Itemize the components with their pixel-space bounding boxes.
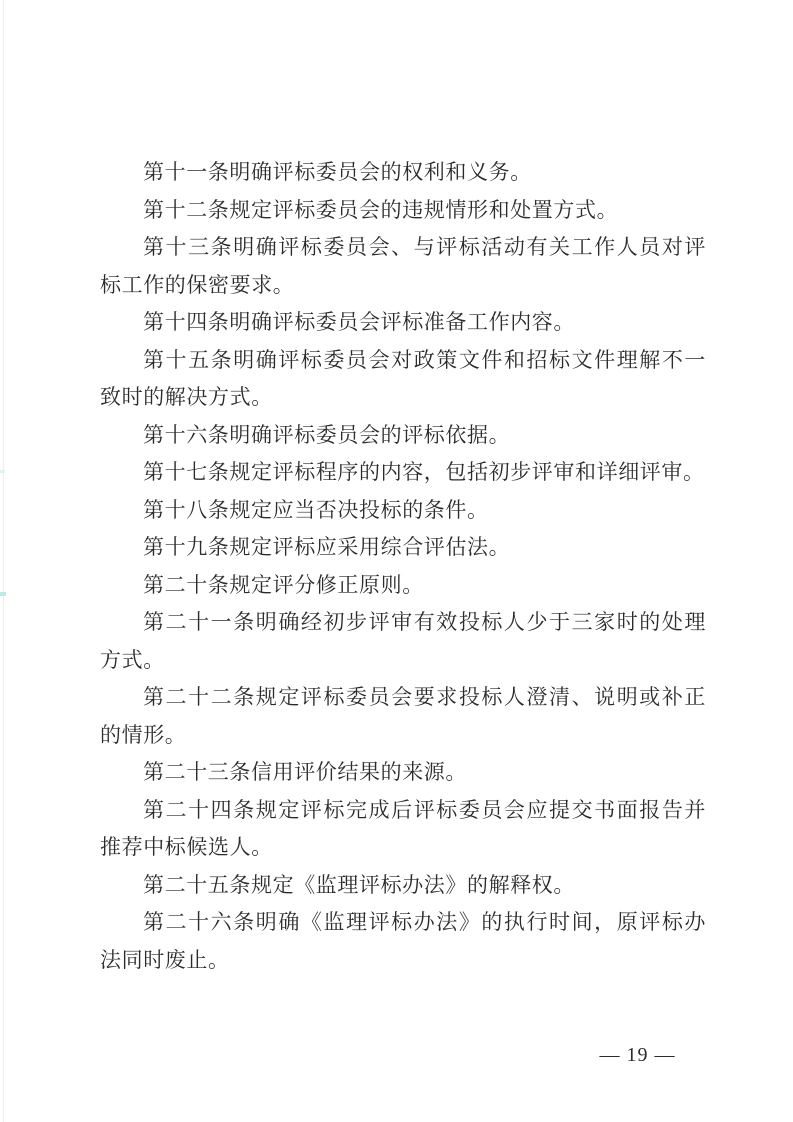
doc-line: 第十一条明确评标委员会的权利和义务。 xyxy=(143,160,532,184)
doc-line: 第十二条规定评标委员会的违规情形和处置方式。 xyxy=(143,197,619,222)
doc-line: 第二十二条规定评标委员会要求投标人澄清、说明或补正 xyxy=(143,685,706,709)
doc-line: 第十四条明确评标委员会评标准备工作内容。 xyxy=(143,310,575,334)
doc-line: 推荐中标候选人。 xyxy=(100,835,273,859)
doc-line: 第十九条规定评标应采用综合评估法。 xyxy=(143,535,511,559)
doc-line: 第十三条明确评标委员会、与评标活动有关工作人员对评 xyxy=(143,235,706,259)
paragraph-article-17 xyxy=(100,454,706,492)
doc-line: 第十六条明确评标委员会的评标依据。 xyxy=(143,422,511,447)
paragraph-article-13 xyxy=(100,229,706,304)
paragraph-article-25 xyxy=(100,867,706,905)
paragraph-article-16 xyxy=(100,417,706,455)
paragraph-article-23 xyxy=(100,754,706,792)
paragraph-article-19 xyxy=(100,529,706,567)
paragraph-article-20 xyxy=(100,567,706,605)
paragraph-article-21 xyxy=(100,604,706,679)
doc-line: 第二十六条明确《监理评标办法》的执行时间，原评标办 xyxy=(143,910,706,934)
paragraph-article-11 xyxy=(100,154,706,192)
doc-line: 标工作的保密要求。 xyxy=(100,272,295,297)
paragraph-article-22 xyxy=(100,679,706,754)
doc-line: 第十七条规定评标程序的内容，包括初步评审和详细评审。 xyxy=(143,460,705,484)
paragraph-article-18 xyxy=(100,492,706,530)
doc-line: 第十八条规定应当否决投标的条件。 xyxy=(143,497,489,522)
doc-line: 第二十条规定评分修正原则。 xyxy=(143,572,424,597)
paragraph-article-24 xyxy=(100,792,706,867)
doc-line: 第二十三条信用评价结果的来源。 xyxy=(143,760,467,784)
scan-artifact-mark-2 xyxy=(0,592,6,596)
doc-line: 第十五条明确评标委员会对政策文件和招标文件理解不一 xyxy=(143,347,706,372)
doc-line: 第二十四条规定评标完成后评标委员会应提交书面报告并 xyxy=(143,797,706,822)
page-number: — 19 — xyxy=(599,1044,676,1066)
scan-artifact-mark-1 xyxy=(0,470,5,473)
paragraph-article-15 xyxy=(100,342,706,417)
text-block xyxy=(100,154,706,979)
scan-artifact-line xyxy=(3,0,4,1122)
doc-line: 的情形。 xyxy=(100,722,187,747)
doc-line: 第二十五条规定《监理评标办法》的解释权。 xyxy=(143,872,575,897)
paragraph-article-26 xyxy=(100,904,706,979)
doc-line: 第二十一条明确经初步评审有效投标人少于三家时的处理 xyxy=(143,610,706,634)
paragraph-article-12 xyxy=(100,192,706,230)
doc-line: 法同时废止。 xyxy=(100,947,230,972)
doc-line: 致时的解决方式。 xyxy=(100,385,273,409)
doc-line: 方式。 xyxy=(100,647,165,672)
paragraph-article-14 xyxy=(100,304,706,342)
